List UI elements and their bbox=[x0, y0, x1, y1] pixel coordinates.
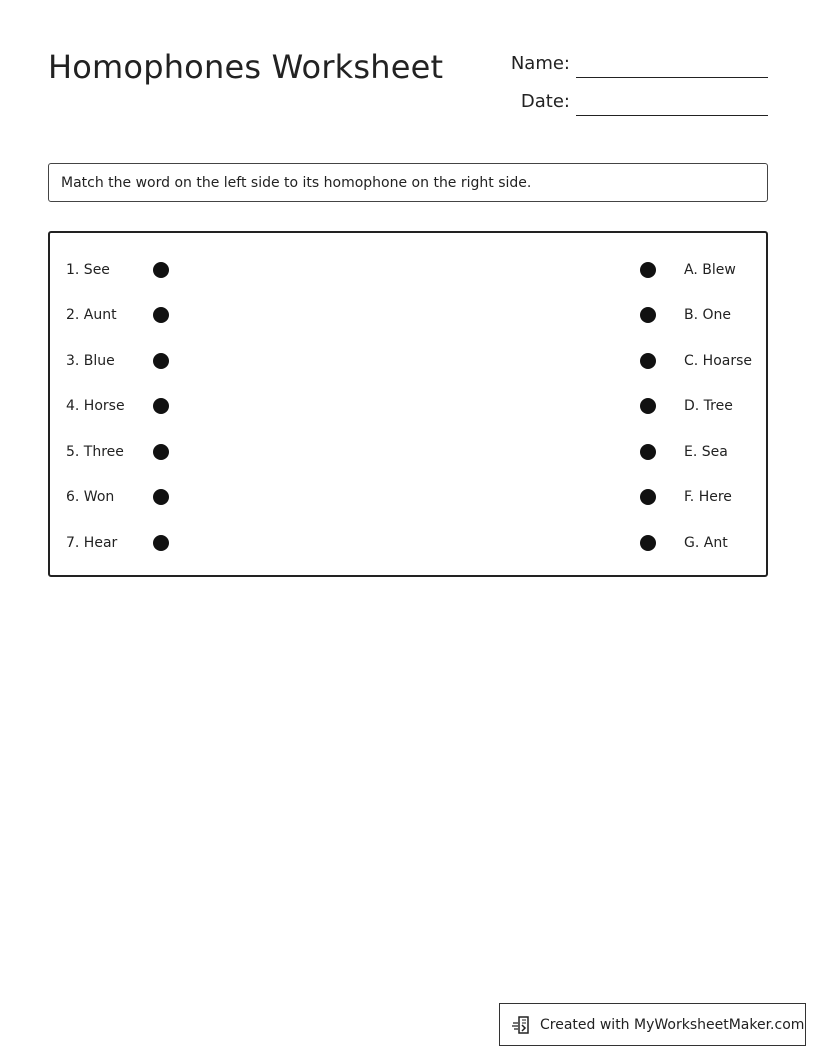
date-line[interactable] bbox=[576, 115, 768, 116]
right-word: C. Hoarse bbox=[684, 353, 753, 369]
left-dot[interactable] bbox=[153, 489, 169, 505]
worksheet-maker-logo-icon bbox=[512, 1014, 534, 1036]
footer-credit[interactable] bbox=[499, 1003, 806, 1046]
match-row bbox=[50, 349, 766, 373]
matching-box bbox=[48, 231, 768, 577]
right-dot[interactable] bbox=[640, 535, 656, 551]
right-word: F. Here bbox=[684, 489, 732, 505]
left-word: 5. Three bbox=[66, 444, 124, 460]
right-word: E. Sea bbox=[684, 444, 728, 460]
left-dot[interactable] bbox=[153, 262, 169, 278]
right-word: D. Tree bbox=[684, 398, 733, 414]
date-label: Date: bbox=[520, 91, 570, 112]
left-word: 1. See bbox=[66, 262, 110, 278]
instructions-box: Match the word on the left side to its homophone on the right side. bbox=[48, 163, 768, 202]
left-dot[interactable] bbox=[153, 307, 169, 323]
right-dot[interactable] bbox=[640, 398, 656, 414]
right-word: B. One bbox=[684, 307, 732, 323]
match-row bbox=[50, 303, 766, 327]
right-word: G. Ant bbox=[684, 535, 728, 551]
left-word: 2. Aunt bbox=[66, 307, 117, 323]
right-word: A. Blew bbox=[684, 262, 736, 278]
match-row bbox=[50, 485, 766, 509]
name-line[interactable] bbox=[576, 77, 768, 78]
right-dot[interactable] bbox=[640, 262, 656, 278]
match-row bbox=[50, 394, 766, 418]
right-dot[interactable] bbox=[640, 353, 656, 369]
left-word: 6. Won bbox=[66, 489, 115, 505]
left-dot[interactable] bbox=[153, 353, 169, 369]
left-dot[interactable] bbox=[153, 398, 169, 414]
name-label: Name: bbox=[510, 53, 570, 74]
left-dot[interactable] bbox=[153, 444, 169, 460]
match-row bbox=[50, 258, 766, 282]
left-word: 3. Blue bbox=[66, 353, 115, 369]
left-word: 7. Hear bbox=[66, 535, 118, 551]
right-dot[interactable] bbox=[640, 307, 656, 323]
right-dot[interactable] bbox=[640, 489, 656, 505]
left-word: 4. Horse bbox=[66, 398, 125, 414]
worksheet-title: Homophones Worksheet bbox=[48, 48, 444, 86]
left-dot[interactable] bbox=[153, 535, 169, 551]
footer-text: Created with MyWorksheetMaker.com bbox=[540, 1016, 805, 1033]
match-row bbox=[50, 531, 766, 555]
match-row bbox=[50, 440, 766, 464]
name-field[interactable] bbox=[490, 48, 768, 78]
date-field[interactable] bbox=[490, 86, 768, 116]
right-dot[interactable] bbox=[640, 444, 656, 460]
